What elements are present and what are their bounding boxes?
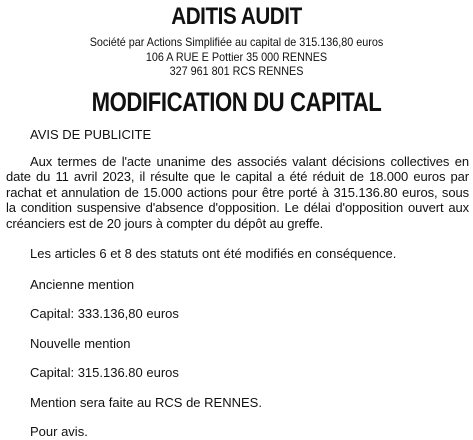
notice-body-paragraph: Aux termes de l'acte unanime des associés valant décisions collectives en date du 11 avril 2023, il résulte que le capital a été réduit de 18.000 euros par rachat et annulation de 15.000 actions pour être porté à 315.136.80 euros, sous la condition suspensive d'absence d'opposition. Le délai d'opposition ouvert aux créanciers est de 20 jours à compter du dépôt au greffe. xyxy=(6,153,469,231)
notice-content xyxy=(6,127,469,440)
company-name: ADITIS AUDIT xyxy=(171,3,302,30)
address-line: 106 A RUE E Pottier 35 000 RENNES xyxy=(145,49,328,64)
old-mention-heading: Ancienne mention xyxy=(30,276,135,292)
company-info xyxy=(24,35,450,79)
closing-line: Pour avis. xyxy=(30,424,88,439)
rcs-mention-line: Mention sera faite au RCS de RENNES. xyxy=(30,394,262,410)
new-mention-heading: Nouvelle mention xyxy=(30,335,131,351)
new-capital-line: Capital: 315.136.80 euros xyxy=(30,365,179,380)
notice-title: MODIFICATION DU CAPITAL xyxy=(91,87,382,117)
rcs-line: 327 961 801 RCS RENNES xyxy=(169,64,304,78)
articles-paragraph: Les articles 6 et 8 des statuts ont été modifiés en conséquence. xyxy=(30,246,397,261)
legal-form-line: Société par Actions Simplifiée au capital de 315.136,80 euros xyxy=(89,35,384,49)
notice-kicker: AVIS DE PUBLICITE xyxy=(30,127,152,142)
old-capital-line: Capital: 333.136,80 euros xyxy=(30,306,179,321)
